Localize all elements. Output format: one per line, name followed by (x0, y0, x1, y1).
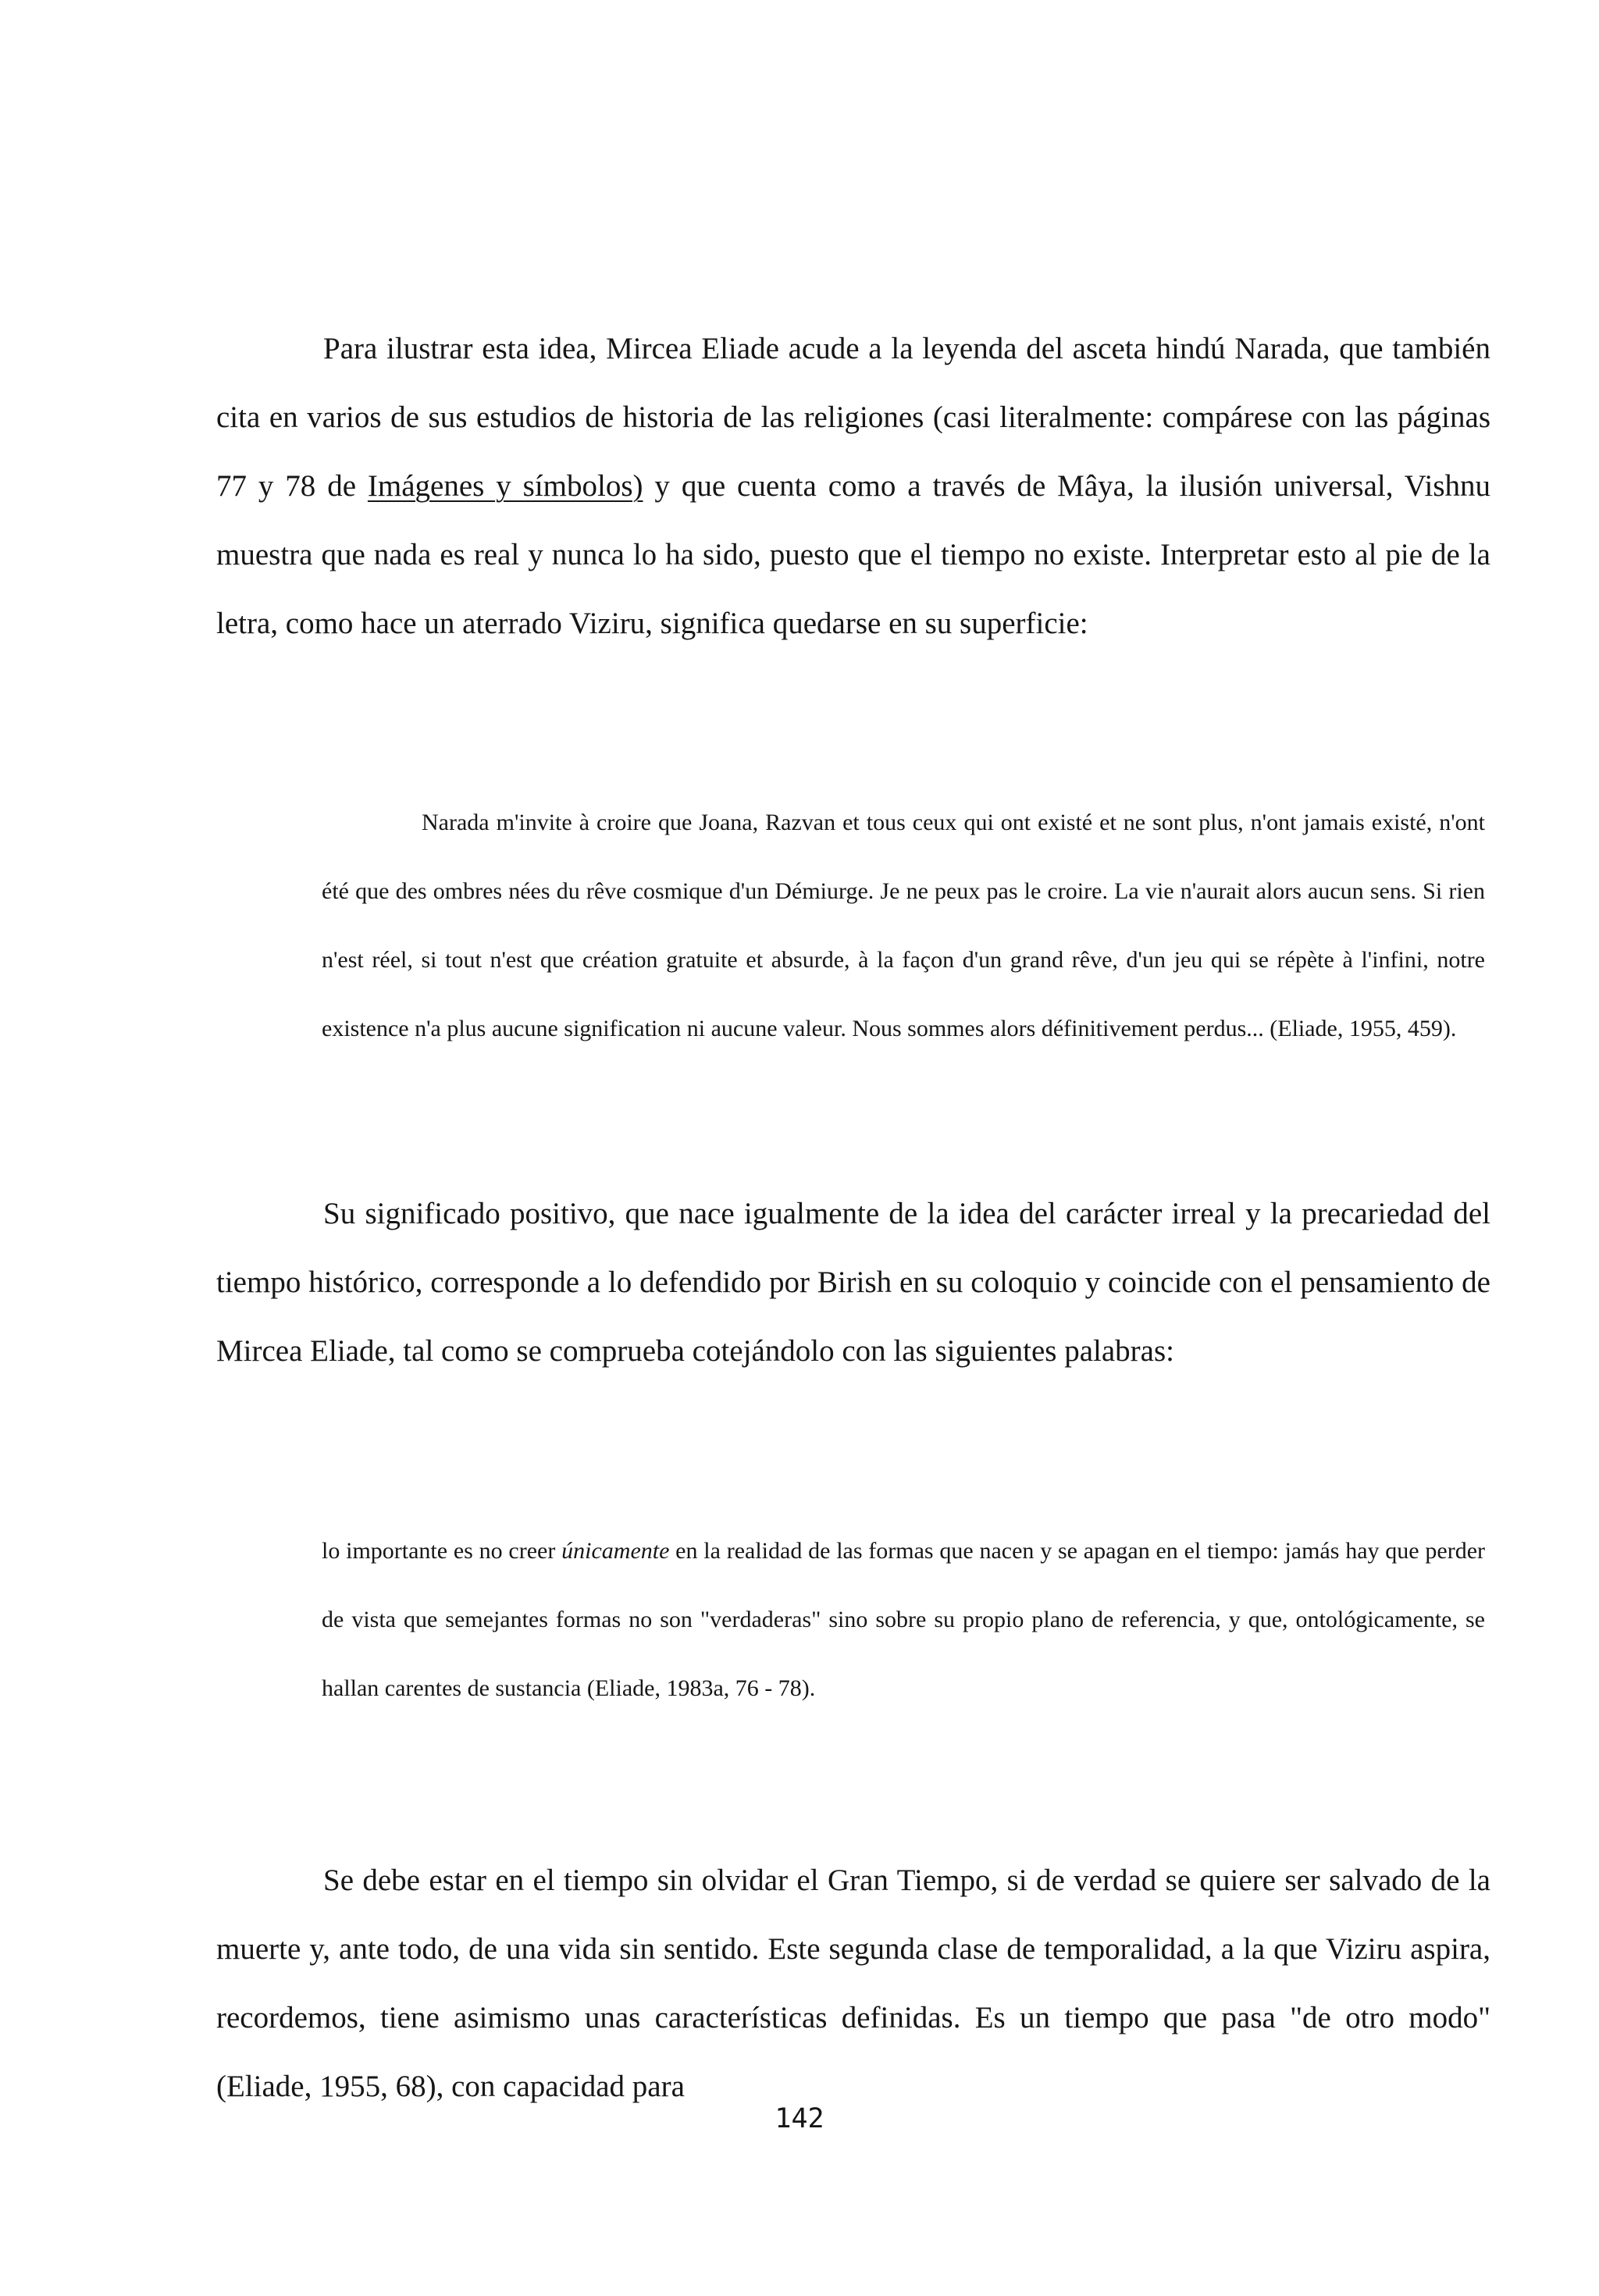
page-number: 142 (775, 2103, 824, 2134)
paragraph-1-text-a: Para ilustrar esta idea, Mircea Eliade acude a la leyenda del asceta hindú Narada, que también cita en varios de sus estudios de historia de las religiones (casi literalmente: compárese con las páginas 77 y 78 de (216, 332, 1490, 503)
emphasis-unicamente: únicamente (561, 1538, 670, 1564)
paragraph-3: Se debe estar en el tiempo sin olvidar el Gran Tiempo, si de verdad se quiere ser salvado de la muerte y, ante todo, de una vida sin sentido. Este segunda clase de temporalidad, a la que Viziru aspira, recordemos, tiene asimismo unas características definidas. Es un tiempo que pasa "de otro modo" (Eliade, 1955, 68), con capacidad para (216, 1863, 1490, 2103)
block-quote-1: Narada m'invite à croire que Joana, Razvan et tous ceux qui ont existé et ne sont plus, n'ont jamais existé, n'ont été que des ombres nées du rêve cosmique d'un Démiurge. Je ne peux pas le croire. La vie n'aurait alors aucun sens. Si rien n'est réel, si tout n'est que création gratuite et absurde, à la façon d'un grand rêve, d'un jeu qui se répète à l'infini, notre existence n'a plus aucune signification ni aucune valeur. Nous sommes alors définitivement perdus... (Eliade, 1955, 459). (322, 810, 1485, 1041)
paragraph-1 (216, 315, 1490, 658)
paragraph-1-text-b: y que cuenta como a través de Mâya, la ilusión universal, Vishnu muestra que nada es real y nunca lo ha sido, puesto que el tiempo no existe. Interpretar esto al pie de la letra, como hace un aterrado Viziru, significa quedarse en su superficie: (216, 469, 1491, 640)
block-quote-2-text-a: lo importante es no creer (322, 1538, 562, 1564)
book-title-imagenes-y-simbolos: Imágenes y símbolos) (367, 469, 643, 503)
paragraph-2: Su significado positivo, que nace igualmente de la idea del carácter irreal y la precariedad del tiempo histórico, corresponde a lo defendido por Birish en su coloquio y coincide con el pensamiento de Mircea Eliade, tal como se comprueba cotejándolo con las siguientes palabras: (216, 1197, 1490, 1368)
block-quote-2-text-b: en la realidad de las formas que nacen y se apagan en el tiempo: jamás hay que perder de vista que semejantes formas no son "verdaderas" sino sobre su propio plano de referencia, y que, ontológicamente, se hallan carentes de sustancia (Eliade, 1983a, 76 - 78). (322, 1538, 1485, 1701)
block-quote-2 (322, 1517, 1485, 1723)
